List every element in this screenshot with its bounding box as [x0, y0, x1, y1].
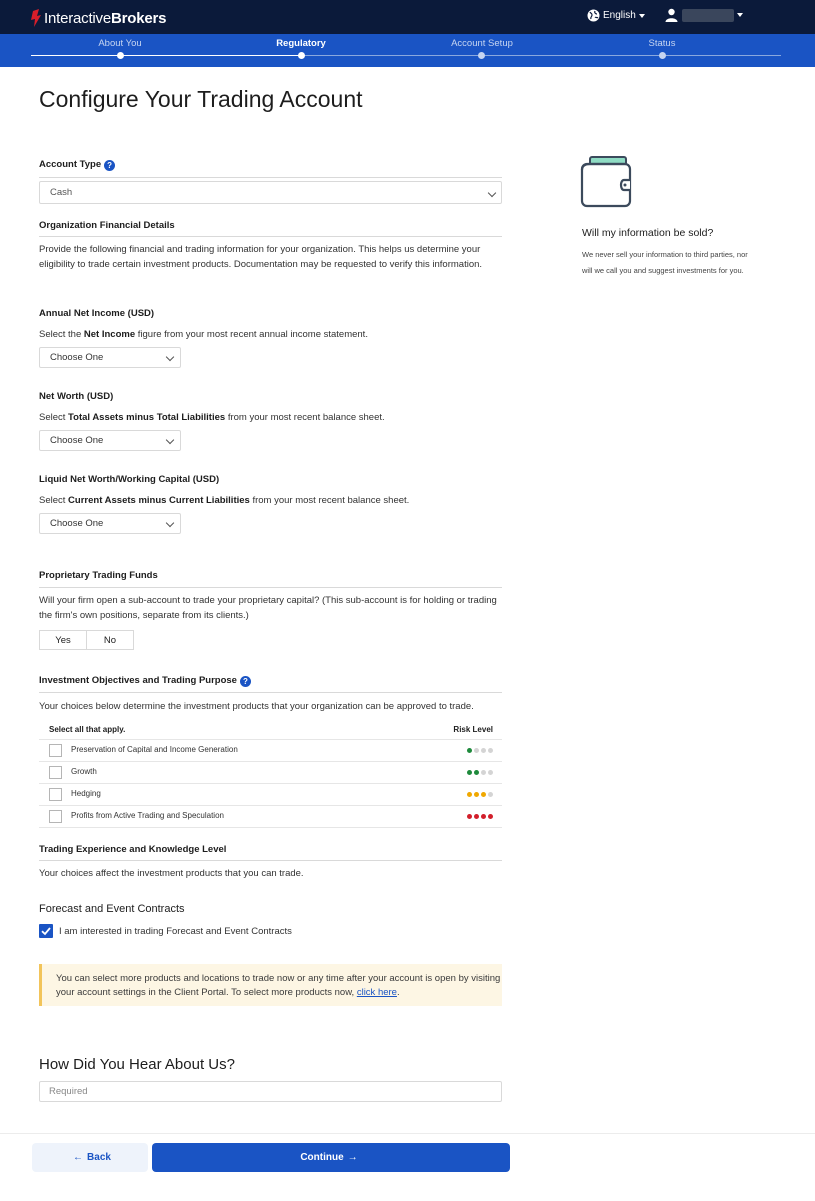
chevron-down-icon: [166, 519, 174, 527]
progress-stepper: [0, 34, 815, 67]
net-worth-label: Net Worth (USD): [39, 391, 114, 402]
liquid-net-worth-label: Liquid Net Worth/Working Capital (USD): [39, 474, 220, 485]
top-navbar: [0, 0, 815, 34]
step-account-setup: Account Setup: [451, 38, 513, 49]
help-icon[interactable]: ?: [104, 160, 115, 171]
risk-dot-filled: [474, 814, 479, 819]
forecast-title: Forecast and Event Contracts: [39, 903, 185, 915]
risk-dot-filled: [488, 814, 493, 819]
risk-dot-filled: [467, 792, 472, 797]
forecast-checkbox-label[interactable]: I am interested in trading Forecast and Event Contracts: [59, 926, 292, 937]
objective-row[interactable]: [39, 806, 502, 828]
annual-net-income-label: Annual Net Income (USD): [39, 308, 155, 319]
language-label: English: [603, 10, 636, 21]
experience-description: Your choices affect the investment products that you can trade.: [39, 868, 304, 879]
objective-label: Hedging: [71, 789, 101, 798]
experience-title: Trading Experience and Knowledge Level: [39, 844, 227, 855]
account-type-value: Cash: [50, 187, 73, 198]
progress-line-remaining: [301, 55, 781, 56]
notice-text: You can select more products and locations to trade now or any time after your account is open by visiting your account settings in the Client Portal. To select more products now,: [56, 973, 501, 998]
arrow-left-icon: ←: [73, 1152, 84, 1163]
objective-label: Profits from Active Trading and Speculation: [71, 811, 224, 820]
risk-dot-filled: [474, 770, 479, 775]
objective-checkbox[interactable]: [49, 788, 62, 801]
checkmark-icon: [39, 924, 53, 938]
no-button[interactable]: No: [86, 631, 133, 649]
risk-dot-filled: [467, 770, 472, 775]
info-notice: You can select more products and locations to trade now or any time after your account is open by visiting your account settings in the Client Portal. To select more products now, click here.: [39, 964, 502, 1006]
language-selector[interactable]: [587, 9, 645, 22]
divider: [39, 587, 502, 588]
step-dot-about-you: [117, 52, 124, 59]
objective-label: Preservation of Capital and Income Generation: [71, 745, 238, 754]
user-menu[interactable]: [665, 8, 743, 22]
proprietary-question: Will your firm open a sub-account to trade your proprietary capital? (This sub-account is for holding or trading the firm's own positions, separate from its clients.): [39, 595, 497, 621]
risk-level-indicator: [465, 748, 493, 753]
risk-dot-empty: [488, 748, 493, 753]
risk-dot-empty: [474, 748, 479, 753]
step-dot-regulatory: [298, 52, 305, 59]
org-financial-title: Organization Financial Details: [39, 220, 175, 231]
step-dot-status: [659, 52, 666, 59]
risk-dot-filled: [467, 814, 472, 819]
risk-dot-filled: [474, 792, 479, 797]
divider: [39, 692, 502, 693]
liquid-net-worth-select[interactable]: [39, 513, 181, 534]
objective-checkbox[interactable]: [49, 744, 62, 757]
risk-level-header: Risk Level: [453, 725, 493, 734]
forecast-checkbox[interactable]: [39, 924, 53, 938]
objective-label: Growth: [71, 767, 97, 776]
risk-dot-empty: [481, 748, 486, 753]
divider: [39, 860, 502, 861]
objective-row[interactable]: [39, 740, 502, 762]
footer-divider: [0, 1133, 815, 1134]
risk-dot-empty: [488, 792, 493, 797]
step-about-you[interactable]: About You: [98, 38, 142, 49]
risk-level-indicator: [465, 770, 493, 775]
yes-button[interactable]: Yes: [55, 634, 71, 646]
referral-input[interactable]: [39, 1081, 502, 1102]
risk-dot-filled: [481, 792, 486, 797]
risk-dot-empty: [481, 770, 486, 775]
liquid-net-worth-value: Choose One: [50, 518, 104, 529]
select-all-caption: Select all that apply.: [49, 725, 126, 734]
objectives-title: Investment Objectives and Trading Purpose ?: [39, 675, 251, 687]
continue-button[interactable]: Continue →: [152, 1143, 510, 1172]
logo-text-light: Interactive: [44, 9, 111, 27]
objective-checkbox[interactable]: [49, 766, 62, 779]
net-worth-select[interactable]: [39, 430, 181, 451]
divider: [39, 177, 502, 178]
org-financial-description: Provide the following financial and trading information for your organization. This helps us determine your eligibility to trade certain investment products. Documentation may be requested to verify this information.: [39, 244, 483, 270]
objective-checkbox[interactable]: [49, 810, 62, 823]
step-regulatory[interactable]: Regulatory: [276, 38, 326, 49]
logo-text-bold: Brokers: [111, 9, 167, 27]
liquid-net-worth-help: Select Current Assets minus Current Liabilities from your most recent balance sheet.: [39, 495, 410, 506]
risk-level-indicator: [465, 814, 493, 819]
chevron-down-icon: [166, 436, 174, 444]
step-status: Status: [648, 38, 676, 49]
objectives-description: Your choices below determine the investment products that your organization can be approved to trade.: [39, 701, 474, 712]
wallet-icon: [580, 156, 633, 208]
risk-dot-empty: [488, 770, 493, 775]
net-worth-value: Choose One: [50, 435, 104, 446]
risk-dot-filled: [467, 748, 472, 753]
page-title: Configure Your Trading Account: [39, 86, 363, 112]
back-button[interactable]: ← Back: [32, 1143, 148, 1172]
redacted-username: [682, 9, 734, 22]
objective-row[interactable]: [39, 784, 502, 806]
chevron-down-icon: [639, 14, 645, 18]
risk-level-indicator: [465, 792, 493, 797]
side-panel-text: We never sell your information to third parties, nor will we call you and suggest investments for you.: [582, 250, 748, 275]
proprietary-title: Proprietary Trading Funds: [39, 570, 158, 581]
annual-net-income-value: Choose One: [50, 352, 104, 363]
account-type-label: Account Type ?: [39, 159, 115, 171]
help-icon[interactable]: ?: [240, 676, 251, 687]
referral-title: How Did You Hear About Us?: [39, 1056, 235, 1073]
net-worth-help: Select Total Assets minus Total Liabilities from your most recent balance sheet.: [39, 412, 385, 423]
objective-row[interactable]: [39, 762, 502, 784]
click-here-link[interactable]: click here: [356, 987, 397, 998]
risk-dot-filled: [481, 814, 486, 819]
globe-icon: [587, 9, 600, 22]
side-panel-title: Will my information be sold?: [582, 227, 714, 239]
logo-mark-icon: [30, 9, 42, 27]
step-dot-account-setup: [478, 52, 485, 59]
user-icon: [665, 8, 678, 22]
objectives-table-header: [39, 720, 502, 740]
chevron-down-icon: [737, 13, 743, 17]
chevron-down-icon: [166, 353, 174, 361]
divider: [39, 236, 502, 237]
arrow-right-icon: →: [347, 1152, 358, 1163]
annual-net-income-help: Select the Net Income figure from your most recent annual income statement.: [39, 329, 368, 340]
annual-net-income-select[interactable]: [39, 347, 181, 368]
chevron-down-icon: [488, 189, 496, 197]
account-type-select[interactable]: [39, 181, 502, 204]
brand-logo[interactable]: [30, 8, 166, 28]
proprietary-yes-no-toggle: [39, 630, 134, 650]
progress-line-complete: [31, 55, 301, 56]
